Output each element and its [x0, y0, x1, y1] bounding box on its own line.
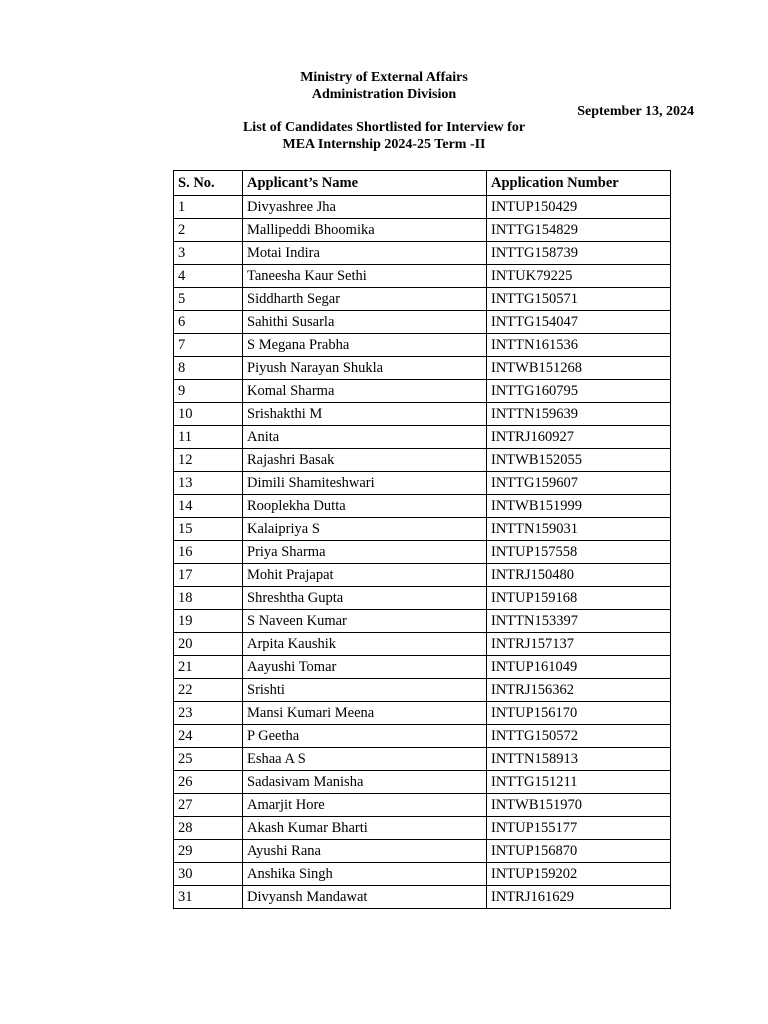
document-date: September 13, 2024 — [577, 104, 694, 119]
table-row — [174, 288, 671, 311]
application-number-cell: INTTN158913 — [487, 748, 671, 771]
application-number-cell: INTTG150572 — [487, 725, 671, 748]
table-row — [174, 357, 671, 380]
serial-number-cell: 18 — [174, 587, 243, 610]
serial-number-cell: 8 — [174, 357, 243, 380]
table-row — [174, 863, 671, 886]
applicant-name-cell: Srishti — [243, 679, 487, 702]
document-title-line-2: MEA Internship 2024-25 Term -II — [282, 137, 486, 152]
serial-number-cell: 25 — [174, 748, 243, 771]
applicant-name-cell: Akash Kumar Bharti — [243, 817, 487, 840]
application-number-cell: INTRJ161629 — [487, 886, 671, 909]
table-row — [174, 679, 671, 702]
applicant-name-cell: Shreshtha Gupta — [243, 587, 487, 610]
table-row — [174, 426, 671, 449]
application-number-cell: INTTN159639 — [487, 403, 671, 426]
column-header-applicant-name: Applicant’s Name — [243, 171, 487, 196]
table-row — [174, 748, 671, 771]
ministry-name: Ministry of External Affairs — [300, 70, 468, 85]
applicant-name-cell: Arpita Kaushik — [243, 633, 487, 656]
applicant-name-cell: Rajashri Basak — [243, 449, 487, 472]
applicant-name-cell: Piyush Narayan Shukla — [243, 357, 487, 380]
serial-number-cell: 7 — [174, 334, 243, 357]
applicant-name-cell: Ayushi Rana — [243, 840, 487, 863]
application-number-cell: INTUP157558 — [487, 541, 671, 564]
application-number-cell: INTWB151970 — [487, 794, 671, 817]
table-row — [174, 725, 671, 748]
applicant-name-cell: Taneesha Kaur Sethi — [243, 265, 487, 288]
application-number-cell: INTUP161049 — [487, 656, 671, 679]
applicant-name-cell: Mansi Kumari Meena — [243, 702, 487, 725]
serial-number-cell: 22 — [174, 679, 243, 702]
table-header-row — [174, 171, 671, 196]
serial-number-cell: 20 — [174, 633, 243, 656]
document-title-line-1: List of Candidates Shortlisted for Interview for — [242, 120, 526, 135]
serial-number-cell: 10 — [174, 403, 243, 426]
serial-number-cell: 19 — [174, 610, 243, 633]
application-number-cell: INTUK79225 — [487, 265, 671, 288]
serial-number-cell: 2 — [174, 219, 243, 242]
table-row — [174, 587, 671, 610]
application-number-cell: INTUP159202 — [487, 863, 671, 886]
application-number-cell: INTRJ160927 — [487, 426, 671, 449]
table-row — [174, 334, 671, 357]
column-header-serial-number: S. No. — [174, 171, 243, 196]
serial-number-cell: 11 — [174, 426, 243, 449]
applicant-name-cell: Kalaipriya S — [243, 518, 487, 541]
table-row — [174, 311, 671, 334]
application-number-cell: INTUP156170 — [487, 702, 671, 725]
applicant-name-cell: Mallipeddi Bhoomika — [243, 219, 487, 242]
serial-number-cell: 21 — [174, 656, 243, 679]
table-row — [174, 794, 671, 817]
serial-number-cell: 14 — [174, 495, 243, 518]
table-row — [174, 495, 671, 518]
table-row — [174, 196, 671, 219]
application-number-cell: INTUP159168 — [487, 587, 671, 610]
application-number-cell: INTTG154829 — [487, 219, 671, 242]
serial-number-cell: 1 — [174, 196, 243, 219]
serial-number-cell: 13 — [174, 472, 243, 495]
application-number-cell: INTUP156870 — [487, 840, 671, 863]
application-number-cell: INTWB151268 — [487, 357, 671, 380]
serial-number-cell: 5 — [174, 288, 243, 311]
application-number-cell: INTTG159607 — [487, 472, 671, 495]
application-number-cell: INTRJ150480 — [487, 564, 671, 587]
applicant-name-cell: Divyansh Mandawat — [243, 886, 487, 909]
applicant-name-cell: S Naveen Kumar — [243, 610, 487, 633]
table-row — [174, 265, 671, 288]
column-header-application-number: Application Number — [487, 171, 671, 196]
division-name: Administration Division — [311, 87, 457, 102]
application-number-cell: INTWB151999 — [487, 495, 671, 518]
application-number-cell: INTTG150571 — [487, 288, 671, 311]
serial-number-cell: 26 — [174, 771, 243, 794]
table-row — [174, 541, 671, 564]
table-row — [174, 771, 671, 794]
applicant-name-cell: Siddharth Segar — [243, 288, 487, 311]
applicant-name-cell: Eshaa A S — [243, 748, 487, 771]
application-number-cell: INTTG154047 — [487, 311, 671, 334]
serial-number-cell: 23 — [174, 702, 243, 725]
applicant-name-cell: Anshika Singh — [243, 863, 487, 886]
table-row — [174, 472, 671, 495]
application-number-cell: INTTN153397 — [487, 610, 671, 633]
applicant-name-cell: Divyashree Jha — [243, 196, 487, 219]
table-row — [174, 449, 671, 472]
applicant-name-cell: Priya Sharma — [243, 541, 487, 564]
serial-number-cell: 17 — [174, 564, 243, 587]
table-row — [174, 518, 671, 541]
table-body — [174, 196, 671, 909]
applicant-name-cell: Mohit Prajapat — [243, 564, 487, 587]
table-row — [174, 840, 671, 863]
serial-number-cell: 16 — [174, 541, 243, 564]
applicant-name-cell: Komal Sharma — [243, 380, 487, 403]
candidates-table — [173, 170, 671, 909]
applicant-name-cell: Aayushi Tomar — [243, 656, 487, 679]
application-number-cell: INTTG160795 — [487, 380, 671, 403]
application-number-cell: INTUP155177 — [487, 817, 671, 840]
applicant-name-cell: Sahithi Susarla — [243, 311, 487, 334]
table-row — [174, 403, 671, 426]
table-row — [174, 564, 671, 587]
application-number-cell: INTTG158739 — [487, 242, 671, 265]
serial-number-cell: 27 — [174, 794, 243, 817]
serial-number-cell: 29 — [174, 840, 243, 863]
table-row — [174, 817, 671, 840]
table-row — [174, 886, 671, 909]
applicant-name-cell: Srishakthi M — [243, 403, 487, 426]
serial-number-cell: 28 — [174, 817, 243, 840]
table-row — [174, 610, 671, 633]
application-number-cell: INTRJ157137 — [487, 633, 671, 656]
application-number-cell: INTTG151211 — [487, 771, 671, 794]
application-number-cell: INTTN161536 — [487, 334, 671, 357]
serial-number-cell: 24 — [174, 725, 243, 748]
applicant-name-cell: Amarjit Hore — [243, 794, 487, 817]
applicant-name-cell: Rooplekha Dutta — [243, 495, 487, 518]
table-row — [174, 656, 671, 679]
applicant-name-cell: Sadasivam Manisha — [243, 771, 487, 794]
applicant-name-cell: Motai Indira — [243, 242, 487, 265]
table-row — [174, 219, 671, 242]
serial-number-cell: 4 — [174, 265, 243, 288]
serial-number-cell: 15 — [174, 518, 243, 541]
table-row — [174, 242, 671, 265]
applicant-name-cell: Anita — [243, 426, 487, 449]
applicant-name-cell: P Geetha — [243, 725, 487, 748]
serial-number-cell: 3 — [174, 242, 243, 265]
application-number-cell: INTUP150429 — [487, 196, 671, 219]
application-number-cell: INTTN159031 — [487, 518, 671, 541]
table-row — [174, 380, 671, 403]
serial-number-cell: 30 — [174, 863, 243, 886]
serial-number-cell: 12 — [174, 449, 243, 472]
application-number-cell: INTRJ156362 — [487, 679, 671, 702]
serial-number-cell: 6 — [174, 311, 243, 334]
table-row — [174, 702, 671, 725]
serial-number-cell: 9 — [174, 380, 243, 403]
application-number-cell: INTWB152055 — [487, 449, 671, 472]
applicant-name-cell: S Megana Prabha — [243, 334, 487, 357]
table-row — [174, 633, 671, 656]
applicant-name-cell: Dimili Shamiteshwari — [243, 472, 487, 495]
serial-number-cell: 31 — [174, 886, 243, 909]
